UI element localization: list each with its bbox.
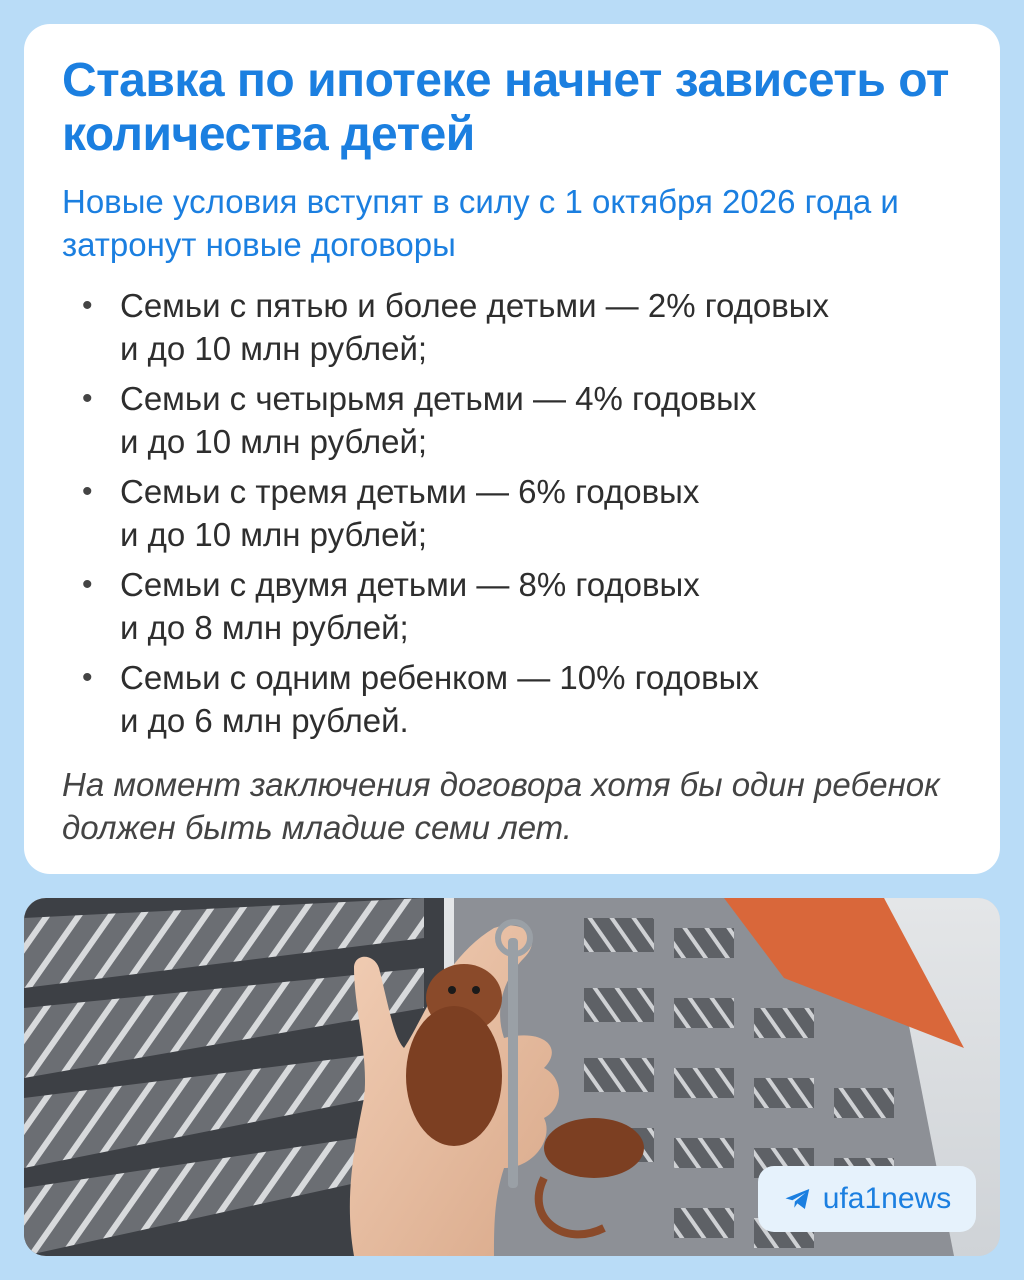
list-item-line2: и до 10 млн рублей; [120,423,428,460]
list-item [62,563,962,649]
bullet: • [82,475,93,508]
list-item [62,656,962,742]
subheadline: Новые условия вступят в силу с 1 октября 2026 года и затронут новые договоры [62,183,899,263]
list-item-line1: Семьи с одним ребенком — 10% годовых [120,659,759,696]
list-item [62,284,962,370]
source-badge[interactable] [758,1166,976,1232]
telegram-icon [783,1184,813,1214]
list-item-line2: и до 10 млн рублей; [120,330,428,367]
photo-hand-with-keys [24,898,1000,1256]
info-card [24,24,1000,874]
bullet: • [82,289,93,322]
list-item [62,470,962,556]
list-item-line1: Семьи с четырьмя детьми — 4% годовых [120,380,757,417]
bullet: • [82,382,93,415]
list-item-line1: Семьи с тремя детьми — 6% годовых [120,473,700,510]
list-item-line2: и до 6 млн рублей. [120,702,409,739]
list-item-line1: Семьи с пятью и более детьми — 2% годовых [120,287,830,324]
list-item [62,377,962,463]
headline: Ставка по ипотеке начнет зависеть от количества детей [62,54,949,161]
conditions-list [62,284,962,742]
list-item-line2: и до 10 млн рублей; [120,516,428,553]
bullet: • [82,661,93,694]
list-item-line1: Семьи с двумя детьми — 8% годовых [120,566,700,603]
bullet: • [82,568,93,601]
footnote: На момент заключения договора хотя бы один ребенок должен быть младше семи лет. [62,766,940,846]
list-item-line2: и до 8 млн рублей; [120,609,409,646]
source-badge-label: ufa1news [822,1182,952,1215]
